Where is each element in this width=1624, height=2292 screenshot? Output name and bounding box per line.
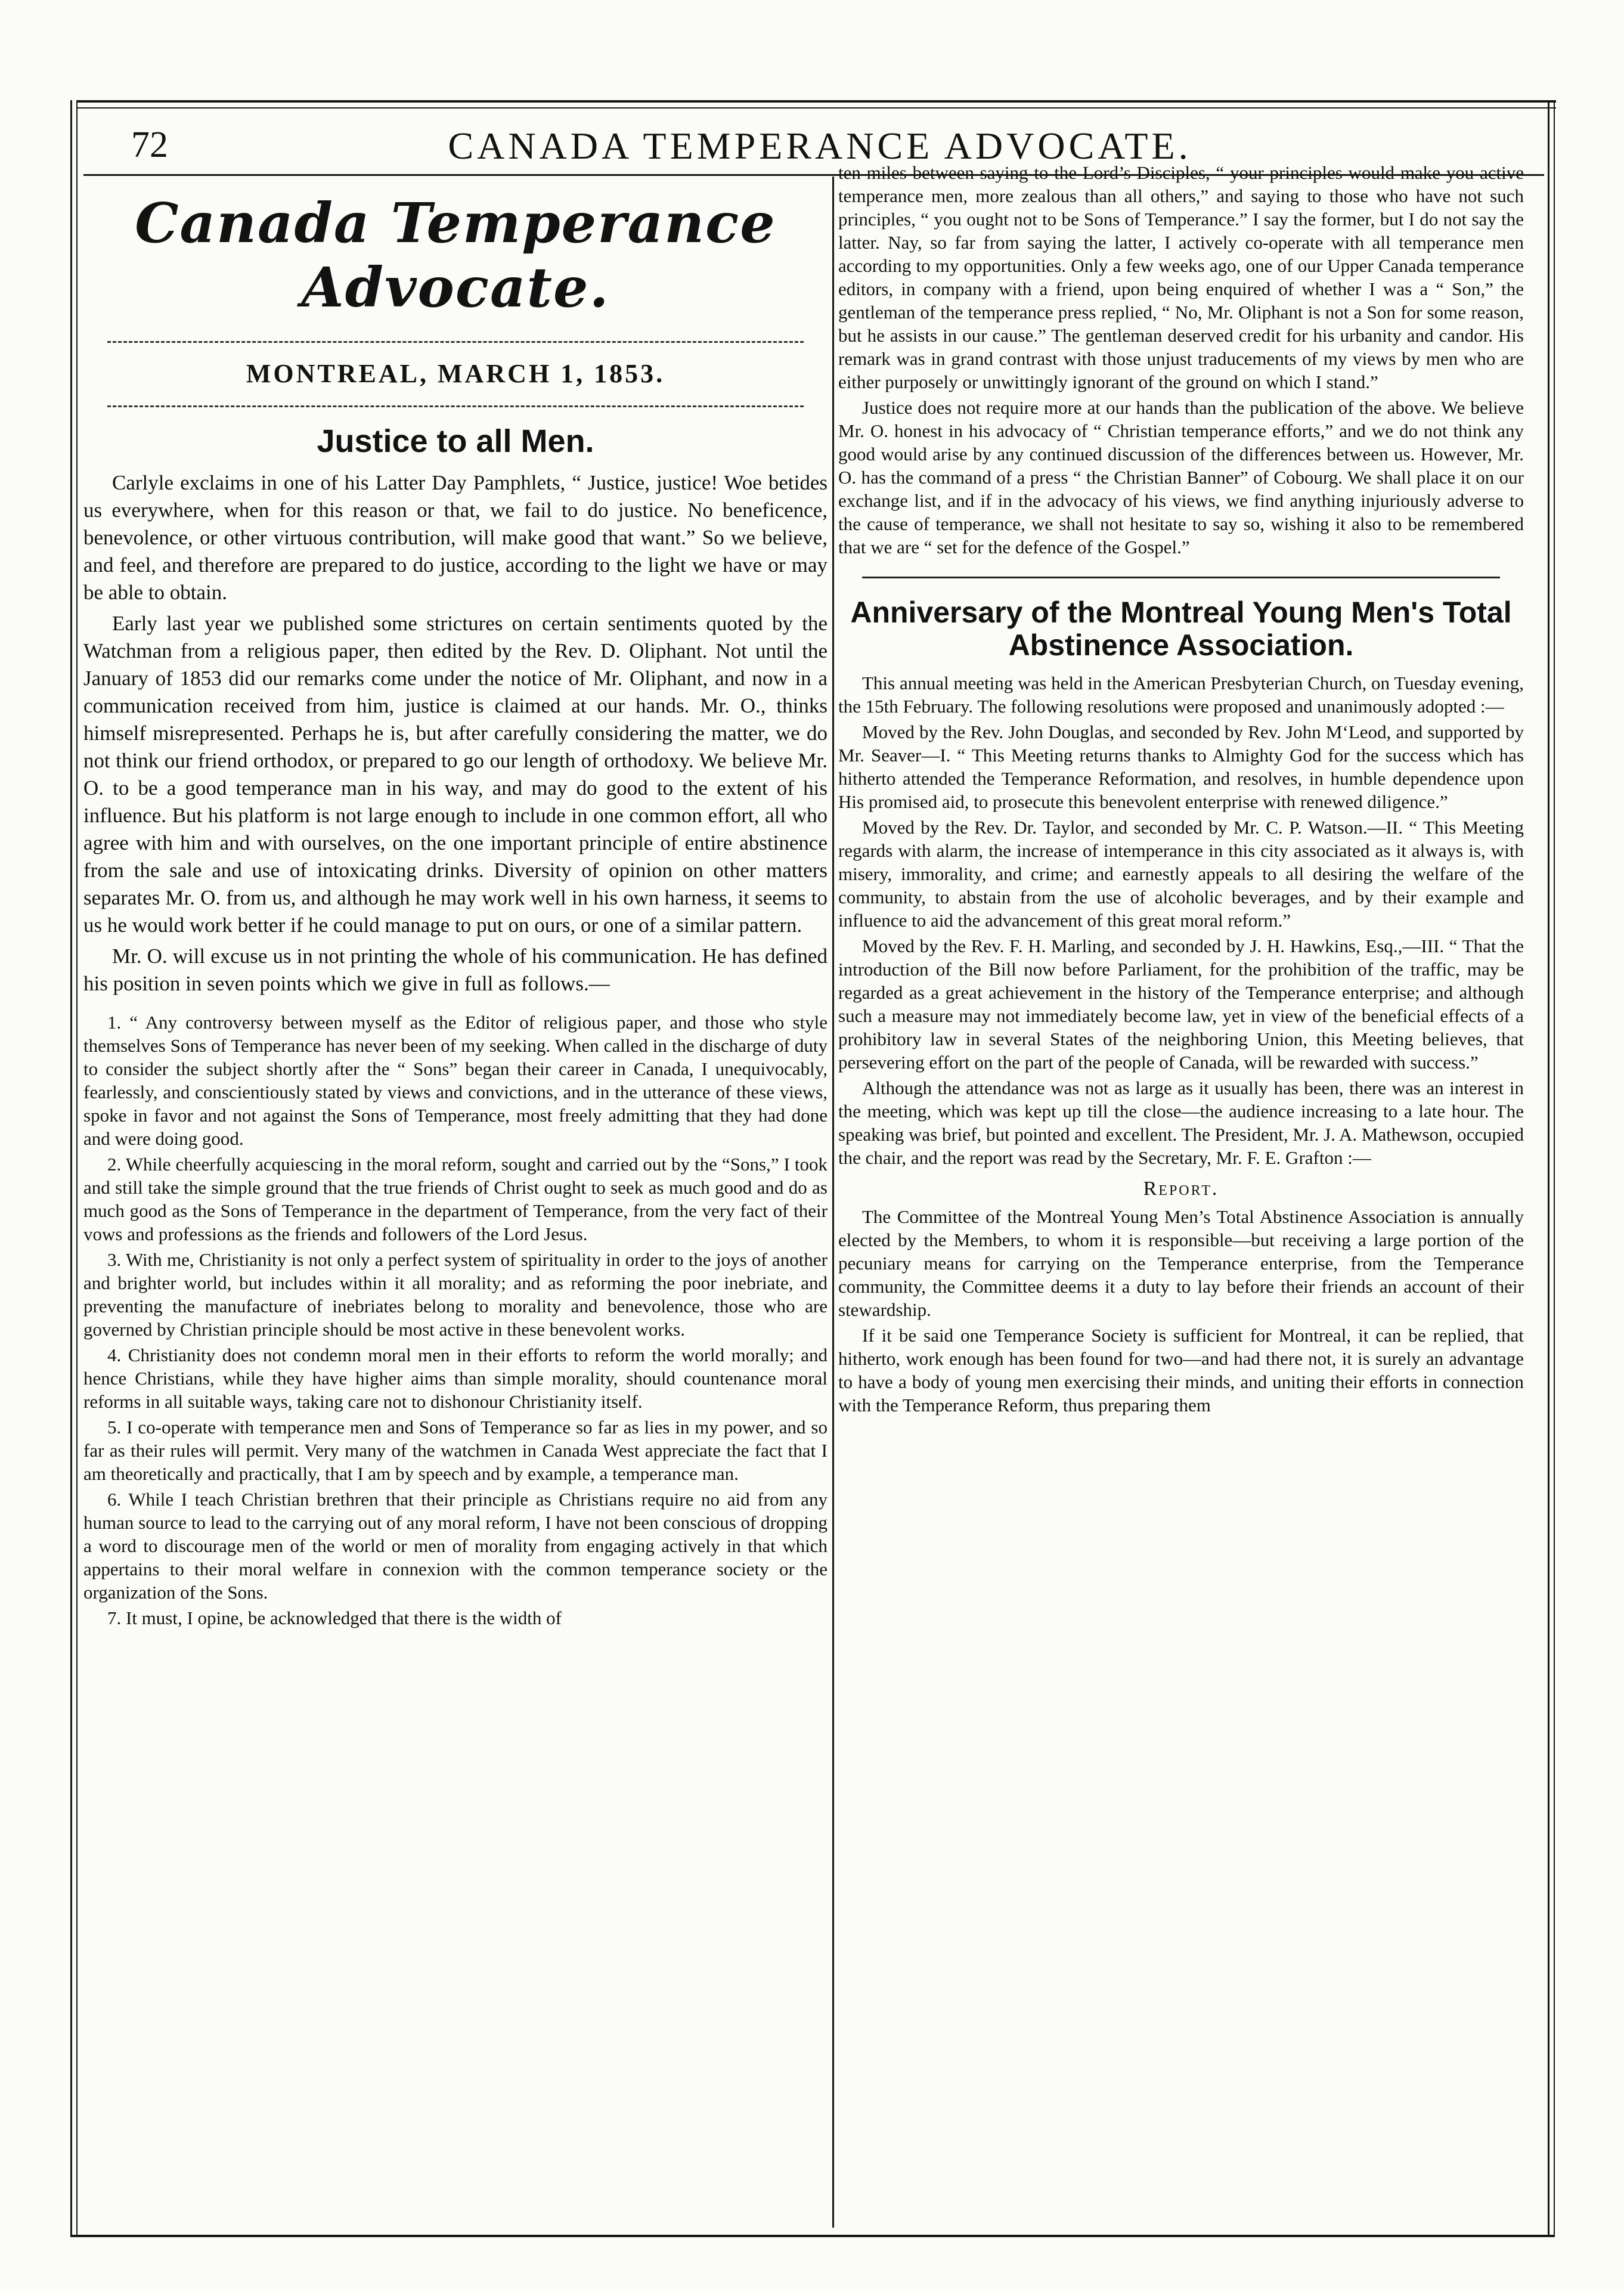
article-paragraph: Justice does not require more at our hands than the publication of the above. We believe Mr. O. honest in his advocacy of “ Christian temperance efforts,” and we do not think any good would arise by any continued discussion of the differences between us. However, Mr. O. has the command of a press “ the Christian Banner” of Cobourg. We shall place it on our exchange list, and if in the advocacy of his views, we find anything injuriously adverse to the cause of temperance, we shall not hesitate to say so, wishing it also to be remembered that we are “ set for the defence of the Gospel.” [838, 397, 1524, 557]
article-separator [862, 577, 1500, 578]
top-border-rule [78, 100, 1556, 103]
resolution-paragraph: Moved by the Rev. F. H. Marling, and seconded by J. H. Hawkins, Esq.,—III. “ That the introduction of the Bill now before Parliament, for the prohibition of the traffic, may be regarded as a great achievement in the history of the Temperance enterprise; and although such a measure may not immediately become law, yet in view of the beneficial effects of a prohibitory law in several States of the neighboring Union, this Meeting believes, that persevering effort on the part of the people of Canada, will be rewarded with success.” [838, 936, 1524, 1073]
right-border-rule-inner [1554, 100, 1555, 2235]
column-divider [832, 176, 834, 2228]
position-point: 5. I co-operate with temperance men and Sons of Temperance so far as lies in my power, and so far as their rules will permit. Very many of the watchmen in Canada West appreciate the fact that I am theoretically and practically, that I am by speech and by example, a temperance man. [83, 1417, 828, 1484]
left-column [83, 179, 828, 1632]
right-column [838, 161, 1524, 1419]
article-paragraph: Although the attendance was not as large as it usually has been, there was an interest in the meeting, which was kept up till the close—the audience increasing to a late hour. The speaking was brief, but pointed and excellent. The President, Mr. J. A. Mathewson, occupied the chair, and the report was read by the Secretary, Mr. F. E. Grafton :— [838, 1077, 1524, 1168]
position-point: 4. Christianity does not condemn moral men in their efforts to reform the world morally; and hence Christians, while they have higher aims than simple morality, should countenance moral reforms in all suitable ways, taking care not to dishonour Christianity itself. [83, 1345, 828, 1412]
article-paragraph: Early last year we published some strictures on certain sentiments quoted by the Watchman from a religious paper, then edited by the Rev. D. Oliphant. Not until the January of 1853 did our remarks come under the notice of Mr. Oliphant, and now in a communication received from him, justice is claimed at our hands. Mr. O., thinks himself misrepresented. Perhaps he is, but after carefully considering the matter, we do not think our friend orthodox, or prepared to go our length of orthodoxy. We believe Mr. O. to be a good temperance man in his way, and may do good to the extent of his influence. But his platform is not large enough to include in one common effort, all who agree with him and with ourselves, on the one important principle of entire abstinence from the sale and use of intoxicating drinks. Diversity of opinion on other matters separates Mr. O. from us, and although he may work well in his own harness, it seems to us he would work better if he could manage to put on ours, or one of a similar pattern. [83, 612, 828, 937]
article-paragraph: This annual meeting was held in the American Presbyterian Church, on Tuesday evening, the 15th February. The following resolutions were proposed and unanimously adopted :— [838, 673, 1524, 717]
dateline-ornament-rule [107, 397, 804, 407]
report-paragraph: The Committee of the Montreal Young Men’s Total Abstinence Association is annually elected by the Members, to whom it is responsible—but receiving a large portion of the pecuniary means for carrying on the Temperance enterprise, from the Temperance community, the Committee deems it a duty to lay before their friends an account of their stewardship. [838, 1206, 1524, 1320]
position-point: 3. With me, Christianity is not only a perfect system of spirituality in order to the joys of another and brighter world, but includes within it all morality; and as reforming the poor inebriate, and preventing the manufacture of inebriates belong to morality and benevolence, those who are governed by Christian principle should be most active in these benevolent works. [83, 1249, 828, 1340]
position-point: 1. “ Any controversy between myself as the Editor of religious paper, and those who style themselves Sons of Temperance has never been of my seeking. When called in the discharge of duty to consider the subject shortly after the “ Sons” began their career in Canada, I unequivocably, fearlessly, and conscientiously stated by views and convictions, and in the utterance of these views, spoke in favor and not against the Sons of Temperance, most freely admitting that they had done and were doing good. [83, 1012, 828, 1149]
article-continuation: ten miles between saying to the Lord’s Disciples, “ your principles would make you active temperance men, more zealous than all others,” and saying to those who have not such principles, “ you ought not to be Sons of Temperance.” I say the former, but I do not say the latter. Nay, so far from saying the latter, I actively co-operate with all temperance men according to my opportunities. Only a few weeks ago, one of our Upper Canada temperance editors, in company with a friend, upon being enquired of whether I was a “ Son,” the gentleman of the temperance press replied, “ No, Mr. Oliphant is not a Son for some reason, but he assists in our cause.” The gentleman deserved credit for his urbanity and candor. His remark was in grand contrast with those unjust traducements of my views by men who are either purposely or unwittingly ignorant of the ground on which I stand.” [838, 162, 1524, 392]
report-heading: Report. [1143, 1178, 1219, 1200]
masthead: Canada Temperance Advocate. [135, 191, 776, 320]
position-point: 7. It must, I opine, be acknowledged that there is the width of [107, 1608, 562, 1628]
masthead-ornament-rule [107, 333, 804, 343]
position-point: 6. While I teach Christian brethren that their principle as Christians require no aid from any human source to lead to the carrying out of any moral reform, I have not been conscious of dropping a word to discourage men of the world or men of morality from engaging actively in that which appertains to their moral welfare in connexion with the common temperance society or the organization of the Sons. [83, 1489, 828, 1603]
article-paragraph: Mr. O. will excuse us in not printing the whole of his communication. He has defined his position in seven points which we give in full as follows.— [83, 944, 828, 995]
top-border-rule-inner [78, 107, 1556, 109]
resolution-paragraph: Moved by the Rev. Dr. Taylor, and seconded by Mr. C. P. Watson.—II. “ This Meeting regards with alarm, the increase of intemperance in this city associated as it always is, with misery, immorality, and crime; and earnestly appeals to all desiring the welfare of the community, to abstain from the use of alcoholic beverages, and by their example and influence to aid the advancement of this great moral reform.” [838, 817, 1524, 931]
right-border-rule [1548, 100, 1549, 2235]
article-paragraph: Carlyle exclaims in one of his Latter Day Pamphlets, “ Justice, justice! Woe betides us everywhere, when for this reason or that, we fail to do justice. No beneficence, benevolence, or other virtuous contribution, will make good that want.” So we believe, and feel, and therefore are prepared to do justice, according to the light we have or may be able to obtain. [83, 471, 828, 604]
bottom-border-rule [70, 2235, 1555, 2237]
article-title: Justice to all Men. [317, 423, 594, 459]
resolution-paragraph: Moved by the Rev. John Douglas, and seconded by Rev. John M‘Leod, and supported by Mr. Seaver—I. “ This Meeting returns thanks to Almighty God for the success which has hitherto attended the Temperance Reformation, and resolves, in humble dependence upon His promised aid, to prosecute this benevolent enterprise with renewed diligence.” [838, 721, 1524, 812]
report-paragraph: If it be said one Temperance Society is sufficient for Montreal, it can be replied, that hitherto, work enough has been found for two—and had there not, it is surely an advantage to have a body of young men exercising their minds, and uniting their efforts in connection with the Temperance Reform, thus preparing them [838, 1325, 1524, 1416]
running-title: CANADA TEMPERANCE ADVOCATE. [448, 125, 1192, 167]
position-point: 2. While cheerfully acquiescing in the moral reform, sought and carried out by the “Sons,” I took and still take the simple ground that the true friends of Christ ought to seek as much good and do as much good as the Sons of Temperance in the department of Temperance, from the very fact of their vows and professions as the friends and followers of the Lord Jesus. [83, 1154, 828, 1244]
page-number: 72 [131, 125, 168, 165]
article-title: Anniversary of the Montreal Young Men's Total Abstinence Association. [850, 596, 1512, 662]
dateline: MONTREAL, MARCH 1, 1853. [246, 359, 665, 388]
left-border-rule [70, 100, 72, 2235]
left-border-rule-inner [76, 100, 78, 2235]
